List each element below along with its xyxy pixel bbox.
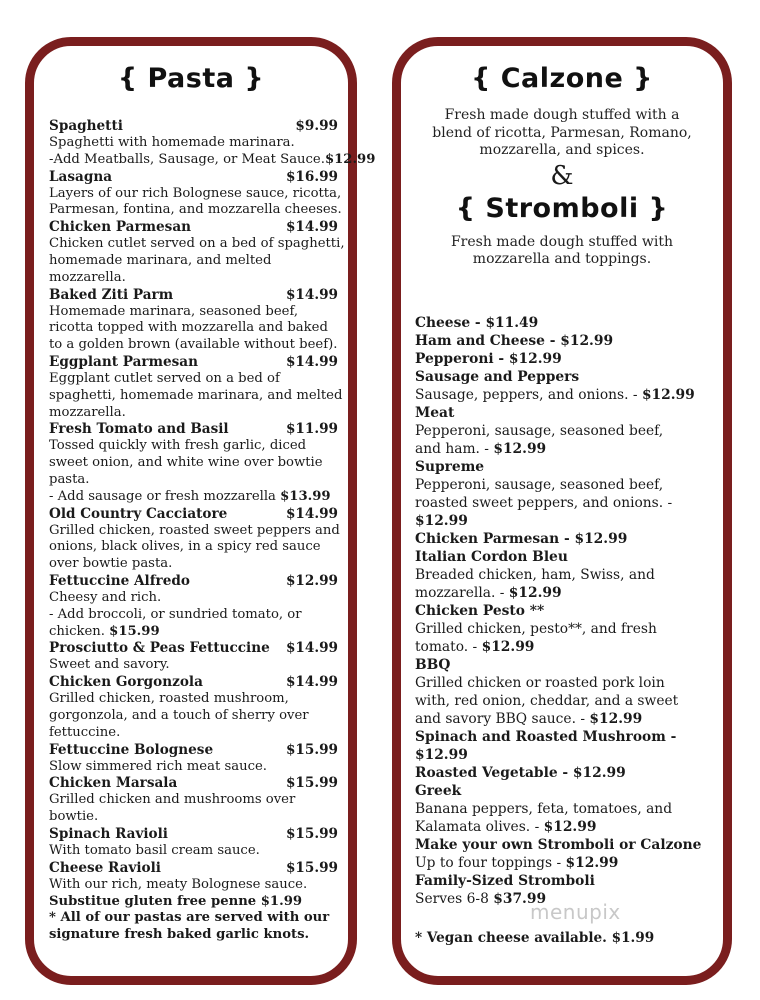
stromboli-item-name: Family-Sized Stromboli xyxy=(415,873,595,889)
menu-item-description: chicken. $15.99 xyxy=(49,623,160,639)
stromboli-item-description: Sausage, peppers, and onions. - $12.99 xyxy=(415,387,695,403)
menu-item-name: Fettuccine Bolognese xyxy=(49,741,214,758)
menu-item xyxy=(49,640,342,674)
menu-item-header xyxy=(49,506,342,523)
stromboli-item-description: Up to four toppings - $12.99 xyxy=(415,855,619,871)
menu-item xyxy=(49,674,342,741)
pasta-note: Substitue gluten free penne $1.99 xyxy=(49,893,303,909)
menu-item xyxy=(49,354,342,421)
menu-item-description: With tomato basil cream sauce. xyxy=(49,842,260,858)
stromboli-item-description: Pepperoni, sausage, seasoned beef, xyxy=(415,423,664,439)
menu-item-description: Slow simmered rich meat sauce. xyxy=(49,758,267,774)
menu-item-description: Spaghetti with homemade marinara. xyxy=(49,135,295,150)
menu-item-description: onions, black olives, in a spicy red sauce xyxy=(49,539,321,555)
menu-item xyxy=(49,287,342,354)
stromboli-item-name: Ham and Cheese - $12.99 xyxy=(415,333,614,349)
menu-item-name: Baked Ziti Parm xyxy=(49,286,174,303)
menu-item-name: Eggplant Parmesan xyxy=(49,353,198,370)
menu-item-name: Old Country Cacciatore xyxy=(49,505,228,522)
menu-item-name: Cheese Ravioli xyxy=(49,859,161,876)
menu-item xyxy=(49,742,342,776)
stromboli-title: { Stromboli } xyxy=(455,192,669,224)
menu-item-price: $9.99 xyxy=(295,118,338,134)
menu-item-header xyxy=(49,421,342,438)
menu-item-name: Fresh Tomato and Basil xyxy=(49,421,229,438)
menu-item-header xyxy=(49,775,342,792)
stromboli-item-description: tomato. - $12.99 xyxy=(415,639,535,655)
menu-item-price: $15.99 xyxy=(285,825,338,842)
stromboli-item-name: Sausage and Peppers xyxy=(415,369,580,385)
menu-item-description: Tossed quickly with fresh garlic, diced xyxy=(49,438,307,454)
stromboli-item-description: Grilled chicken, pesto**, and fresh xyxy=(415,621,657,637)
menu-item-description: -Add Meatballs, Sausage, or Meat Sauce.$12.99 xyxy=(49,151,376,167)
menu-item-description: over bowtie pasta. xyxy=(49,556,173,572)
stromboli-item-description: Serves 6-8 $37.99 xyxy=(415,891,547,907)
menu-item xyxy=(49,860,342,894)
stromboli-item-name: Pepperoni - $12.99 xyxy=(415,351,562,367)
menu-item-price: $15.99 xyxy=(285,859,338,876)
menu-item-description: homemade marinara, and melted xyxy=(49,252,272,268)
menu-item-price: $14.99 xyxy=(285,353,338,370)
menu-item-name: Prosciutto & Peas Fettuccine xyxy=(49,640,270,657)
menu-item-description: Sweet and savory. xyxy=(49,657,170,673)
menu-item-header xyxy=(49,169,342,186)
calzone-intro-line: Fresh made dough stuffed with a xyxy=(444,107,680,123)
stromboli-intro xyxy=(401,234,723,269)
menu-item-header xyxy=(49,640,342,657)
menu-item-description: With our rich, meaty Bolognese sauce. xyxy=(49,876,308,892)
stromboli-item-name: Spinach and Roasted Mushroom - xyxy=(415,729,677,745)
menu-item-description: bowtie. xyxy=(49,809,99,825)
menu-item-price: $14.99 xyxy=(285,640,338,657)
pasta-note: * All of our pastas are served with our xyxy=(49,910,330,926)
calzone-intro-line: blend of ricotta, Parmesan, Romano, xyxy=(432,124,692,141)
menu-item-header xyxy=(49,118,342,135)
menu-item-description: - Add broccoli, or sundried tomato, or xyxy=(49,606,302,622)
stromboli-item-name: Chicken Pesto ** xyxy=(415,603,545,619)
stromboli-item-description: Grilled chicken or roasted pork loin xyxy=(415,675,665,691)
stromboli-item-name: Cheese - $11.49 xyxy=(415,315,539,331)
menu-item-description: Grilled chicken, roasted sweet peppers and xyxy=(49,522,340,538)
menu-item-price: $15.99 xyxy=(285,775,338,792)
stromboli-item-name: Make your own Stromboli or Calzone xyxy=(415,837,702,853)
menu-item-header xyxy=(49,742,342,759)
stromboli-item-name: Roasted Vegetable - $12.99 xyxy=(415,765,626,781)
pasta-items xyxy=(49,118,376,944)
menu-item-name: Spaghetti xyxy=(49,118,123,134)
menu-item-price: $14.99 xyxy=(285,219,338,236)
menu-item xyxy=(49,118,376,169)
menu-item-name: Chicken Marsala xyxy=(49,775,178,792)
stromboli-item-description: and savory BBQ sauce. - $12.99 xyxy=(415,711,643,727)
pasta-title: { Pasta } xyxy=(117,63,265,94)
menu-item-description: spaghetti, homemade marinara, and melted xyxy=(49,387,343,403)
calzone-items xyxy=(415,314,717,908)
pasta-panel xyxy=(25,37,376,985)
menu-item-description: - Add sausage or fresh mozzarella $13.99 xyxy=(49,488,331,504)
menu-item-description: Grilled chicken and mushrooms over xyxy=(49,792,296,808)
menu-item-header xyxy=(49,860,342,877)
stromboli-item-description: Breaded chicken, ham, Swiss, and xyxy=(415,567,655,583)
stromboli-item-description: $12.99 xyxy=(415,513,468,529)
menu-item-header xyxy=(49,219,342,236)
menu-item-header xyxy=(49,573,342,590)
menu-item-name: Chicken Parmesan xyxy=(49,219,192,236)
pasta-note: signature fresh baked garlic knots. xyxy=(49,927,310,943)
menu-item-description: Cheesy and rich. xyxy=(49,589,162,605)
menu-item-description: Homemade marinara, seasoned beef, xyxy=(49,303,299,319)
menu-item-price: $14.99 xyxy=(285,674,338,691)
menu-item-description: ricotta topped with mozzarella and baked xyxy=(49,320,328,336)
menu-item-header xyxy=(49,674,342,691)
stromboli-item-name: Supreme xyxy=(415,459,485,475)
stromboli-item-name: BBQ xyxy=(415,657,451,673)
menu-item xyxy=(49,826,342,860)
menu-item-name: Lasagna xyxy=(49,168,113,185)
menu-item-description: pasta. xyxy=(49,471,90,487)
menupix-watermark: menupix xyxy=(530,900,621,924)
menu-item-price: $11.99 xyxy=(285,421,338,438)
calzone-intro xyxy=(401,107,723,160)
menu-item-header xyxy=(49,826,342,843)
menu-item-name: Fettuccine Alfredo xyxy=(49,572,190,589)
calzone-title: { Calzone } xyxy=(471,63,653,94)
menu-item-description: to a golden brown (available without beef). xyxy=(49,337,338,353)
menu-item-price: $15.99 xyxy=(285,741,338,758)
menu-item-price: $14.99 xyxy=(285,505,338,522)
stromboli-item-description: roasted sweet peppers, and onions. - xyxy=(415,495,673,511)
menu-item-description: mozzarella. xyxy=(49,404,126,420)
stromboli-item-name: Chicken Parmesan - $12.99 xyxy=(415,531,628,547)
stromboli-item-name: Italian Cordon Bleu xyxy=(415,549,568,565)
menu-item-description: Chicken cutlet served on a bed of spaghetti, xyxy=(49,236,345,252)
stromboli-item-description: Kalamata olives. - $12.99 xyxy=(415,819,597,835)
stromboli-item-description: and ham. - $12.99 xyxy=(415,441,547,457)
calzone-panel xyxy=(392,37,732,985)
menu-item-header xyxy=(49,287,342,304)
menu-item-name: Chicken Gorgonzola xyxy=(49,674,203,691)
vegan-note: * Vegan cheese available. $1.99 xyxy=(415,930,655,946)
menu-item-description: gorgonzola, and a touch of sherry over xyxy=(49,707,309,723)
stromboli-item-name: Meat xyxy=(415,405,455,421)
stromboli-intro-line: mozzarella and toppings. xyxy=(472,251,652,267)
menu-item-description: fettuccine. xyxy=(49,724,121,740)
menu-item-description: Layers of our rich Bolognese sauce, ricotta, xyxy=(49,185,342,201)
stromboli-item-description: mozzarella. - $12.99 xyxy=(415,585,562,601)
menu-item xyxy=(49,169,342,220)
menu-item-name: Spinach Ravioli xyxy=(49,825,168,842)
ampersand: & xyxy=(550,160,574,191)
stromboli-item-description: $12.99 xyxy=(415,747,468,763)
menu-item xyxy=(49,219,345,286)
menu-item-description: Parmesan, fontina, and mozzarella cheeses. xyxy=(49,202,342,218)
calzone-intro-line: mozzarella, and spices. xyxy=(479,142,645,158)
menu-item xyxy=(49,573,342,640)
menu-item xyxy=(49,421,342,505)
menu-item xyxy=(49,506,342,573)
stromboli-item-description: Pepperoni, sausage, seasoned beef, xyxy=(415,477,664,493)
menu-item-price: $14.99 xyxy=(285,286,338,303)
menu-item xyxy=(49,775,342,826)
stromboli-item-description: with, red onion, cheddar, and a sweet xyxy=(415,693,679,709)
menu-item-description: Eggplant cutlet served on a bed of xyxy=(49,370,280,386)
stromboli-item-name: Greek xyxy=(415,783,462,799)
menu-item-description: Grilled chicken, roasted mushroom, xyxy=(49,691,289,707)
menu-item-price: $12.99 xyxy=(285,572,338,589)
menu-item-description: mozzarella. xyxy=(49,269,126,285)
stromboli-intro-line: Fresh made dough stuffed with xyxy=(450,233,674,250)
menu-item-price: $16.99 xyxy=(285,168,338,185)
menu-item-description: sweet onion, and white wine over bowtie xyxy=(49,455,323,471)
menu-item-header xyxy=(49,354,342,371)
stromboli-item-description: Banana peppers, feta, tomatoes, and xyxy=(415,801,673,817)
